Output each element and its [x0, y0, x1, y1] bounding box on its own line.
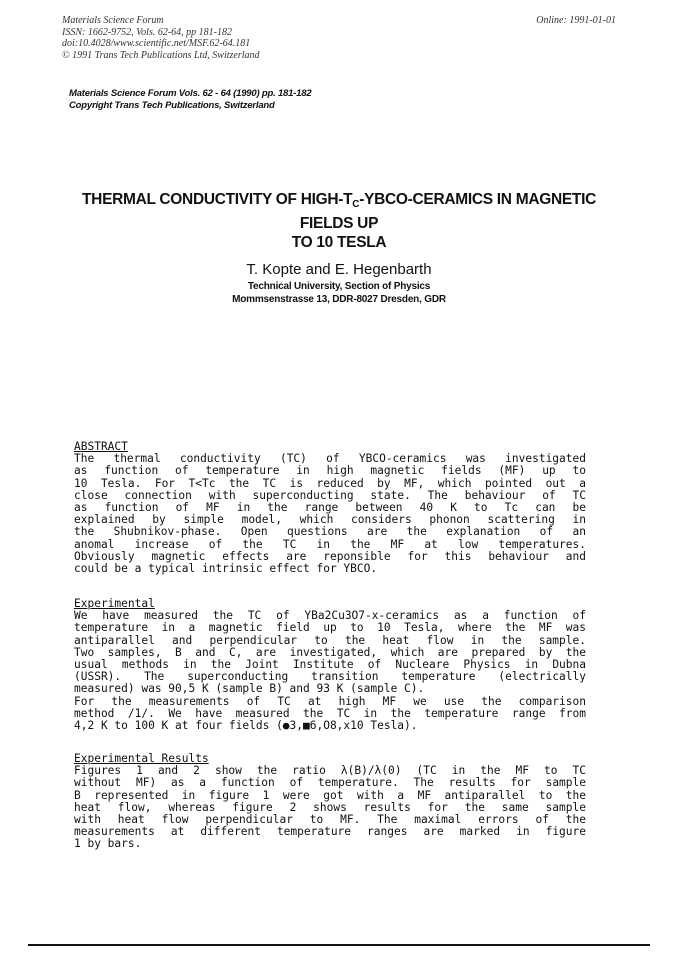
- abstract-line: The thermal conductivity (TC) of YBCO-ceramics was investigated: [74, 452, 586, 466]
- experimental-line: temperature in a magnetic field up to 10 Tesla, where the MF was: [74, 621, 586, 635]
- experimental-line: measured) was 90,5 K (sample B) and 93 K (sample C).: [74, 682, 425, 696]
- journal-copyright: © 1991 Trans Tech Publications Ltd, Switzerland: [62, 49, 260, 61]
- journal-name: Materials Science Forum: [62, 15, 164, 26]
- experimental-heading: Experimental: [74, 597, 155, 610]
- affiliation: [40, 281, 638, 306]
- abstract-line: close connection with superconducting state. The behaviour of TC: [74, 488, 586, 502]
- title-subscript: C: [352, 199, 360, 210]
- results-line: without MF) as a function of temperature. The results for sample: [74, 776, 586, 790]
- experimental-line: For the measurements of TC at high MF we use the comparison: [74, 694, 586, 708]
- experimental-section: [74, 598, 586, 732]
- results-line: measurements at different temperature ranges are marked in figure: [74, 825, 586, 839]
- experimental-line: (USSR). The superconducting transition temperature (electrically: [74, 670, 586, 684]
- results-line: B represented in figure 1 were got with a MF antiparallel to the: [74, 788, 586, 802]
- abstract-line: as function of temperature in high magnetic fields (MF) up to: [74, 464, 586, 478]
- abstract-line: anomal increase of the TC in the MF at low temperatures.: [74, 537, 586, 551]
- experimental-line: antiparallel and perpendicular to the heat flow in the sample.: [74, 633, 586, 647]
- experimental-line: Two samples, B and C, are investigated, which are prepared by the: [74, 645, 586, 659]
- results-line: with heat flow perpendicular to MF. The maximal errors of the: [74, 813, 586, 827]
- results-line: 1 by bars.: [74, 837, 142, 851]
- experimental-line: We have measured the TC of YBa2Cu3O7-x-ceramics as a function of: [74, 609, 586, 623]
- page-bottom-rule: [28, 944, 650, 946]
- paper-title: [40, 190, 638, 252]
- abstract-line: 10 Tesla. For T<Tc the TC is reduced by MF, which pointed out a: [74, 476, 586, 490]
- abstract-line: the Shubnikov-phase. Open questions are the explanation of an: [74, 525, 586, 539]
- journal-header: [62, 15, 260, 61]
- title-part-2: -YBCO-CERAMICS IN MAGNETIC: [359, 191, 596, 208]
- journal-issn: ISSN: 1662-9752, Vols. 62-64, pp 181-182: [62, 26, 232, 38]
- abstract-line: Obviously magnetic effects are reponsible for this behaviour and: [74, 549, 586, 563]
- abstract-line: explained by simple model, which considers phonon scattering in: [74, 513, 586, 527]
- title-line-2: FIELDS UP: [299, 215, 379, 232]
- abstract-line: could be a typical intrinsic effect for YBCO.: [74, 562, 378, 576]
- experimental-line: method /1/. We have measured the TC in the temperature range from: [74, 706, 586, 720]
- experimental-line: usual methods in the Joint Institute of Nucleare Physics in Dubna: [74, 658, 586, 672]
- journal-doi: doi:10.4028/www.scientific.net/MSF.62-64.181: [62, 38, 251, 49]
- results-heading: Experimental Results: [74, 752, 209, 765]
- affiliation-line-1: Technical University, Section of Physics: [247, 281, 431, 292]
- online-date: Online: 1991-01-01: [536, 15, 616, 26]
- citation-line-2: Copyright Trans Tech Publications, Switzerland: [69, 100, 275, 111]
- title-line-1: [40, 190, 638, 214]
- authors: T. Kopte and E. Hegenbarth: [246, 261, 432, 278]
- abstract-line: as function of MF in the range between 40 K to Tc can be: [74, 501, 586, 515]
- abstract-section: [74, 441, 586, 575]
- title-part-1: THERMAL CONDUCTIVITY OF HIGH-T: [82, 191, 353, 208]
- results-line: heat flow, whereas figure 2 shows results for the same sample: [74, 800, 586, 814]
- citation-line-1: Materials Science Forum Vols. 62 - 64 (1990) pp. 181-182: [69, 88, 312, 99]
- results-line: Figures 1 and 2 show the ratio λ(B)/λ(0) (TC in the MF to TC: [74, 764, 586, 778]
- abstract-heading: ABSTRACT: [74, 440, 128, 453]
- title-line-3: TO 10 TESLA: [291, 234, 387, 251]
- experimental-line: 4,2 K to 100 K at four fields (●3,■6,O8,x10 Tesla).: [74, 719, 418, 733]
- affiliation-line-2: Mommsenstrasse 13, DDR-8027 Dresden, GDR: [232, 293, 446, 305]
- results-section: [74, 753, 586, 851]
- citation-block: [69, 88, 311, 112]
